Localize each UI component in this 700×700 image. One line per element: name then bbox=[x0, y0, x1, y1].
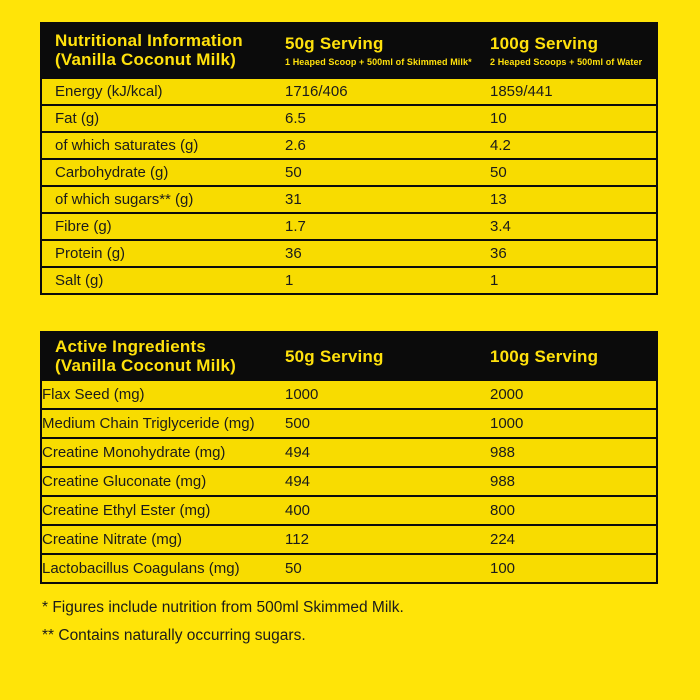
table-row bbox=[42, 524, 656, 553]
table-row bbox=[42, 239, 656, 266]
table-row bbox=[42, 185, 656, 212]
row-label: Carbohydrate (g) bbox=[55, 164, 169, 181]
footnote-skimmed-milk: * Figures include nutrition from 500ml Skimmed Milk. bbox=[42, 599, 404, 616]
row-label: Fat (g) bbox=[55, 110, 100, 127]
row-label: of which sugars** (g) bbox=[55, 191, 194, 208]
row-value-50g: 112 bbox=[285, 531, 309, 548]
row-label: Fibre (g) bbox=[55, 218, 112, 235]
row-value-100g: 50 bbox=[490, 164, 507, 181]
column-header-100g-label: 100g Serving bbox=[490, 346, 599, 366]
row-label: Lactobacillus Coagulans (mg) bbox=[42, 560, 240, 577]
row-value-50g: 1.7 bbox=[285, 218, 306, 235]
row-label: Creatine Gluconate (mg) bbox=[42, 473, 207, 490]
row-value-100g: 100 bbox=[490, 560, 516, 577]
row-label: Medium Chain Triglyceride (mg) bbox=[42, 415, 255, 432]
row-value-50g: 50 bbox=[285, 560, 302, 577]
column-header-100g bbox=[490, 34, 656, 67]
row-value-50g: 1716/406 bbox=[285, 83, 348, 100]
column-header-50g-label: 50g Serving bbox=[285, 346, 384, 366]
row-value-100g: 800 bbox=[490, 502, 516, 519]
row-value-100g: 2000 bbox=[490, 386, 524, 403]
table-row bbox=[42, 408, 656, 437]
nutrition-table-title bbox=[42, 31, 285, 69]
row-value-50g: 500 bbox=[285, 415, 311, 432]
table-row bbox=[42, 437, 656, 466]
row-value-50g: 494 bbox=[285, 473, 311, 490]
table-row bbox=[42, 266, 656, 293]
column-header-50g-sublabel: 1 Heaped Scoop + 500ml of Skimmed Milk* bbox=[285, 56, 472, 67]
row-label: of which saturates (g) bbox=[55, 137, 199, 154]
row-value-100g: 1000 bbox=[490, 415, 524, 432]
nutrition-table-body bbox=[42, 77, 656, 293]
footnotes bbox=[40, 598, 658, 645]
table-row bbox=[42, 379, 656, 408]
row-value-50g: 400 bbox=[285, 502, 311, 519]
row-label: Energy (kJ/kcal) bbox=[55, 83, 163, 100]
active-ingredients-title-line1: Active Ingredients bbox=[55, 337, 206, 356]
column-header-50g-label: 50g Serving bbox=[285, 33, 384, 53]
column-header-100g bbox=[490, 347, 656, 366]
row-value-100g: 1 bbox=[490, 272, 499, 289]
active-ingredients-table-header bbox=[42, 333, 656, 379]
table-row bbox=[42, 158, 656, 185]
row-value-50g: 36 bbox=[285, 245, 302, 262]
row-value-50g: 2.6 bbox=[285, 137, 306, 154]
column-header-50g bbox=[285, 34, 490, 67]
row-value-50g: 494 bbox=[285, 444, 311, 461]
row-value-50g: 50 bbox=[285, 164, 302, 181]
row-label: Creatine Monohydrate (mg) bbox=[42, 444, 226, 461]
active-ingredients-title-line2: (Vanilla Coconut Milk) bbox=[55, 356, 237, 375]
row-value-50g: 31 bbox=[285, 191, 302, 208]
footnote-sugars: ** Contains naturally occurring sugars. bbox=[42, 627, 306, 644]
row-label: Salt (g) bbox=[55, 272, 104, 289]
nutrition-table-header bbox=[42, 24, 656, 77]
column-header-100g-sublabel: 2 Heaped Scoops + 500ml of Water bbox=[490, 56, 643, 67]
table-row bbox=[42, 466, 656, 495]
table-row bbox=[42, 495, 656, 524]
row-label: Protein (g) bbox=[55, 245, 126, 262]
table-row bbox=[42, 553, 656, 582]
table-row bbox=[42, 212, 656, 239]
table-row bbox=[42, 77, 656, 104]
row-label: Creatine Nitrate (mg) bbox=[42, 531, 183, 548]
row-value-100g: 1859/441 bbox=[490, 83, 553, 100]
row-value-50g: 6.5 bbox=[285, 110, 306, 127]
row-value-100g: 4.2 bbox=[490, 137, 511, 154]
column-header-100g-label: 100g Serving bbox=[490, 33, 599, 53]
row-label: Flax Seed (mg) bbox=[42, 386, 145, 403]
nutrition-table-title-line2: (Vanilla Coconut Milk) bbox=[55, 50, 237, 69]
column-header-50g bbox=[285, 347, 490, 366]
active-ingredients-table bbox=[40, 331, 658, 584]
nutrition-table bbox=[40, 22, 658, 295]
row-value-100g: 13 bbox=[490, 191, 507, 208]
row-label: Creatine Ethyl Ester (mg) bbox=[42, 502, 211, 519]
row-value-100g: 10 bbox=[490, 110, 507, 127]
row-value-100g: 988 bbox=[490, 473, 516, 490]
row-value-100g: 224 bbox=[490, 531, 516, 548]
active-ingredients-table-body bbox=[42, 379, 656, 582]
table-row bbox=[42, 131, 656, 158]
row-value-100g: 36 bbox=[490, 245, 507, 262]
nutrition-table-title-line1: Nutritional Information bbox=[55, 31, 243, 50]
row-value-100g: 3.4 bbox=[490, 218, 511, 235]
row-value-100g: 988 bbox=[490, 444, 516, 461]
row-value-50g: 1000 bbox=[285, 386, 319, 403]
table-row bbox=[42, 104, 656, 131]
active-ingredients-table-title bbox=[42, 337, 285, 375]
row-value-50g: 1 bbox=[285, 272, 294, 289]
